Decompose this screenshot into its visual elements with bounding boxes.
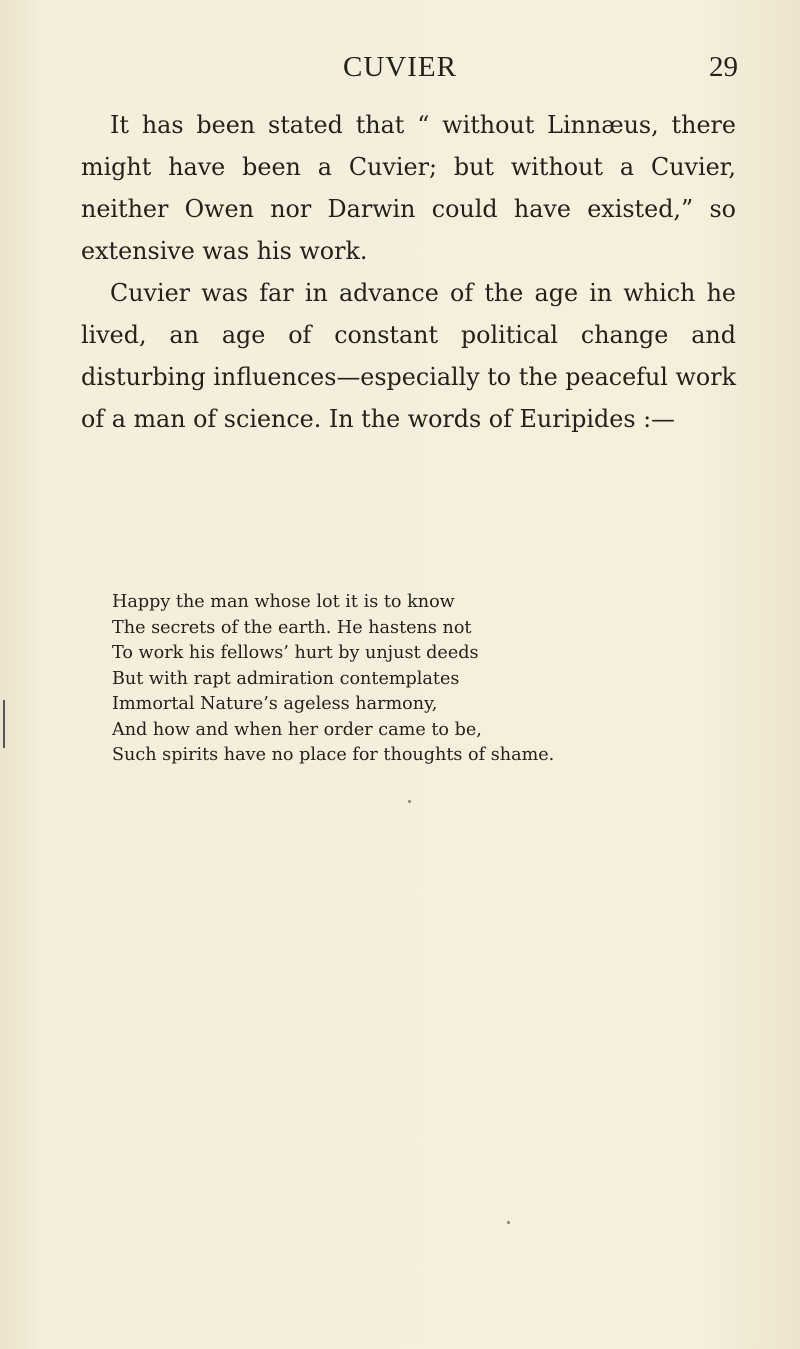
body-text <box>81 104 736 440</box>
page-number: 29 <box>709 51 738 83</box>
page-edge-mark <box>3 700 5 748</box>
verse-line: To work his fellows’ hurt by unjust deeds <box>112 643 479 663</box>
paragraph: Cuvier was far in advance of the age in which he lived, an age of constant political change and disturbing influences—especially to the peaceful work of a man of science. In the words of Euripides :— <box>81 279 736 433</box>
paragraph: It has been stated that “ without Linnæus, there might have been a Cuvier; but without a Cuvier, neither Owen nor Darwin could have existed,” so extensive was his work. <box>81 111 736 265</box>
verse-line: Immortal Nature’s ageless harmony, <box>112 694 438 714</box>
verse-line: The secrets of the earth. He hastens not <box>112 617 472 638</box>
verse-line: But with rapt admiration contemplates <box>112 668 460 689</box>
paper-speck <box>507 1221 510 1224</box>
verse-line: Such spirits have no place for thoughts of shame. <box>112 745 555 765</box>
verse-line: Happy the man whose lot it is to know <box>112 592 455 612</box>
paper-speck <box>408 800 411 803</box>
running-title: CUVIER <box>343 51 457 83</box>
verse-line: And how and when her order came to be, <box>112 719 482 740</box>
running-head <box>0 50 800 84</box>
verse-quotation <box>112 590 554 769</box>
